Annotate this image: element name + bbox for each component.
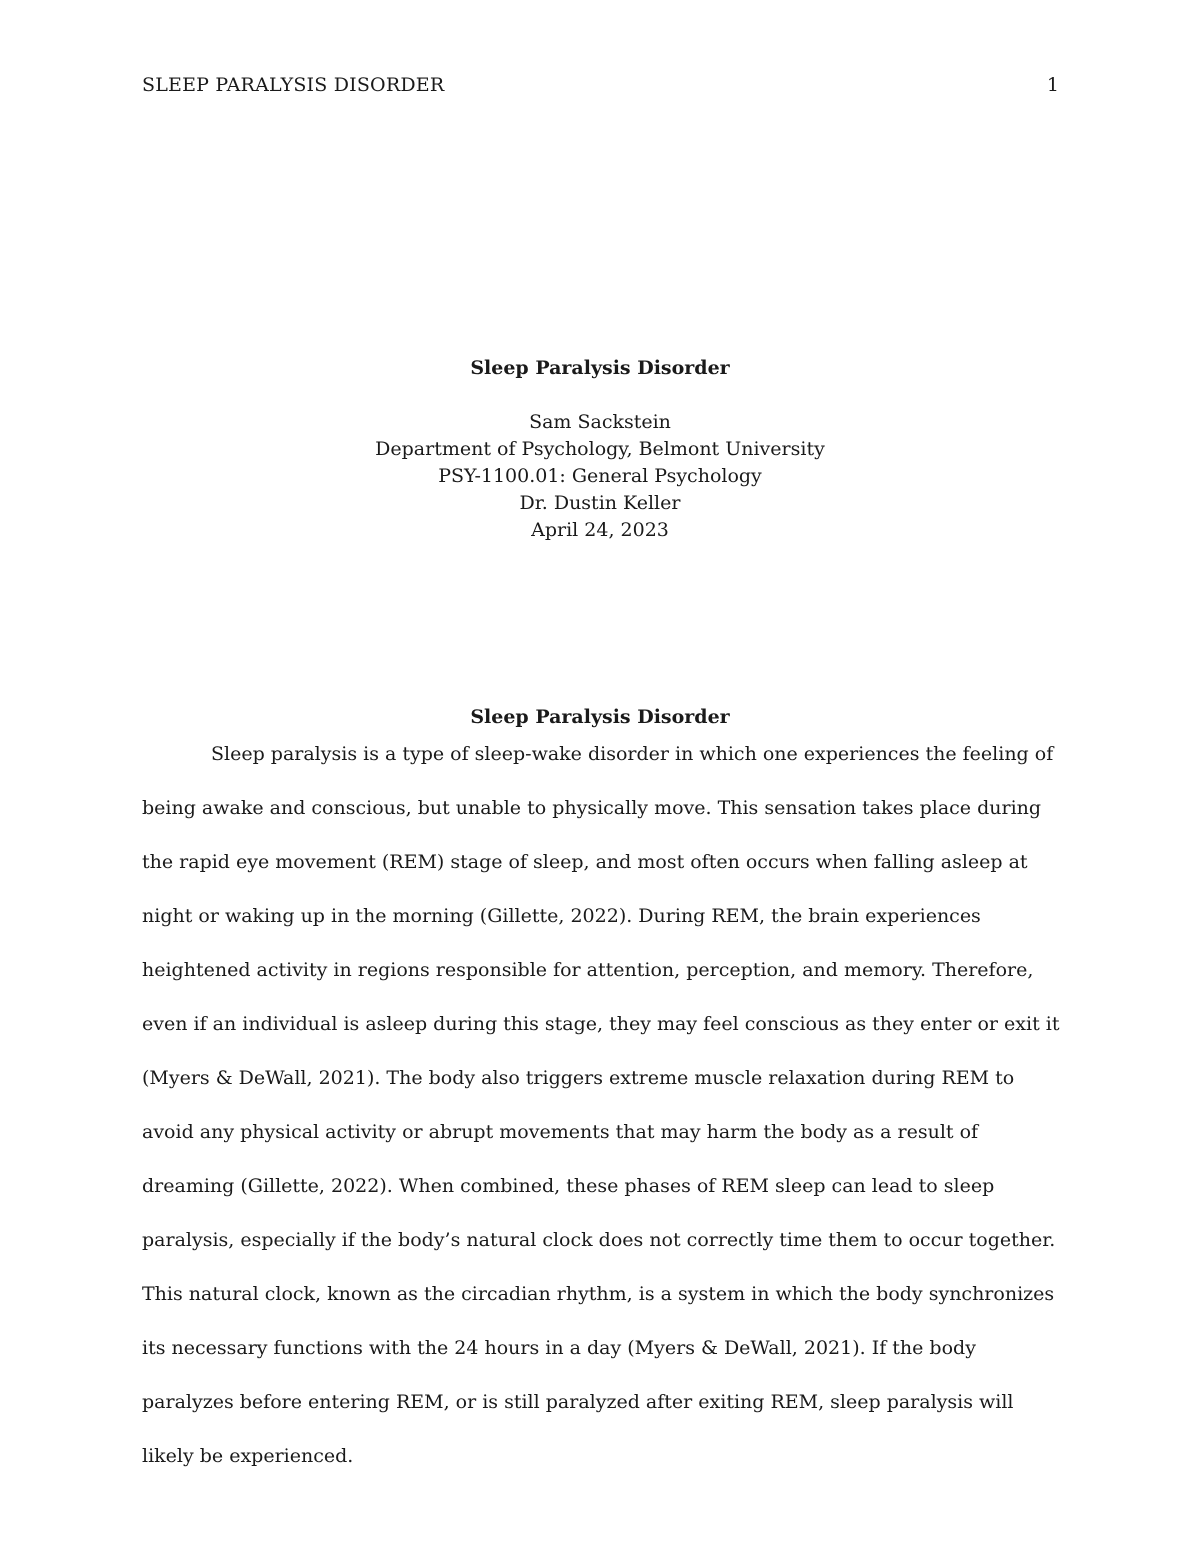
page-number: 1	[1046, 74, 1059, 96]
running-head: SLEEP PARALYSIS DISORDER	[142, 74, 445, 96]
instructor-name: Dr. Dustin Keller	[519, 492, 681, 514]
body-heading: Sleep Paralysis Disorder	[470, 706, 730, 728]
submission-date: April 24, 2023	[531, 519, 669, 541]
author-name: Sam Sackstein	[529, 411, 671, 433]
affiliation: Department of Psychology, Belmont University	[375, 438, 825, 460]
title-spacer	[0, 382, 1200, 409]
course-name: PSY-1100.01: General Psychology	[438, 465, 762, 487]
paper-title: Sleep Paralysis Disorder	[470, 357, 730, 379]
body-paragraph: Sleep paralysis is a type of sleep-wake disorder in which one experiences the feeling of being awake and conscious, but unable to physically move. This sensation takes place during the rapid eye movement (REM) stage of sleep, and most often occurs when falling asleep at night or waking up in the morning (Gillette, 2022). During REM, the brain experiences heightened activity in regions responsible for attention, perception, and memory. Therefore, even if an individual is asleep during this stage, they may feel conscious as they enter or exit it (Myers & DeWall, 2021). The body also triggers extreme muscle relaxation during REM to avoid any physical activity or abrupt movements that may harm the body as a result of dreaming (Gillette, 2022). When combined, these phases of REM sleep can lead to sleep paralysis, especially if the body’s natural clock does not correctly time them to occur together. This natural clock, known as the circadian rhythm, is a system in which the body synchronizes its necessary functions with the 24 hours in a day (Myers & DeWall, 2021). If the body paralyzes before entering REM, or is still paralyzed after exiting REM, sleep paralysis will likely be experienced.	[142, 743, 1060, 1467]
title-block	[0, 355, 1200, 544]
